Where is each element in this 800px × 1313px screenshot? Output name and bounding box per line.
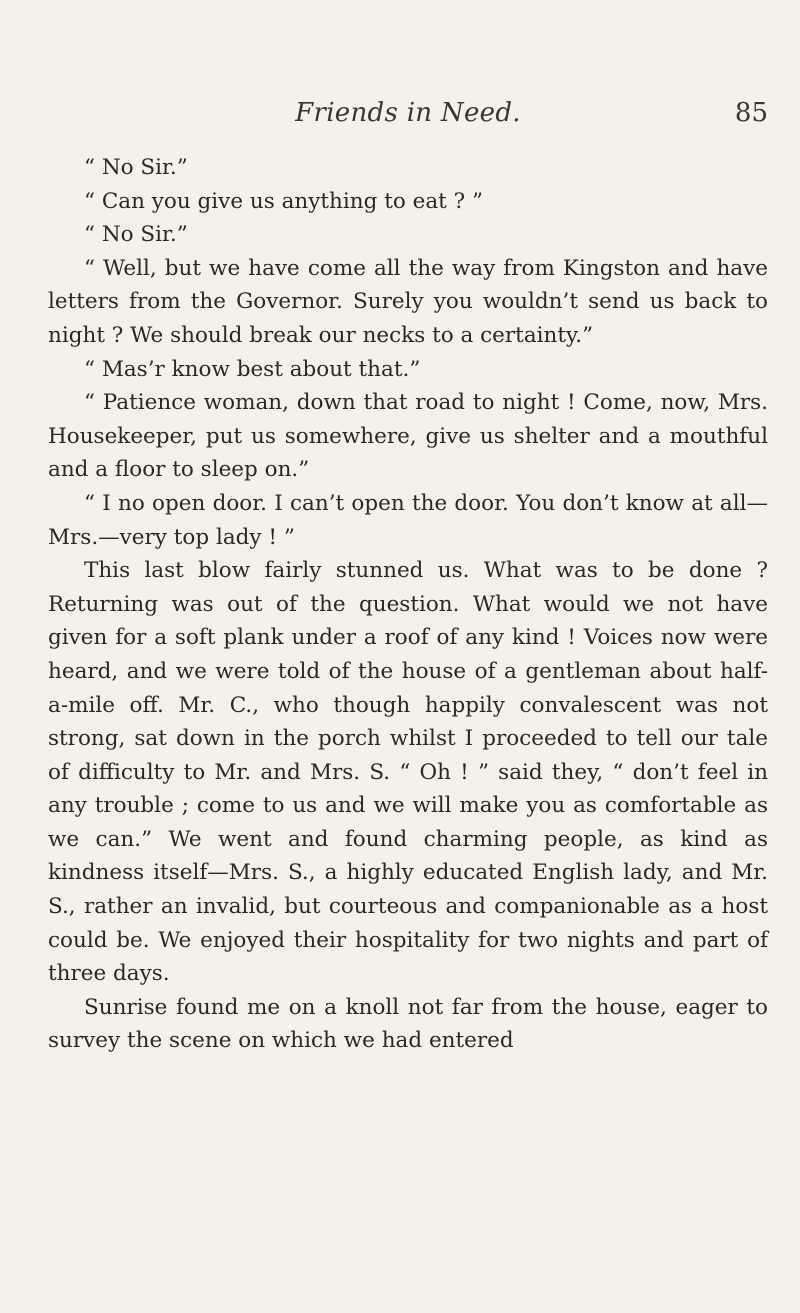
running-title: Friends in Need. <box>295 98 521 128</box>
paragraph-6: “ Patience woman, down that road to night ! Come, now, Mrs. Housekeeper, put us somewhere, give us shelter and a mouthful and a floor to sleep on.” <box>48 390 768 483</box>
paragraph-2: “ Can you give us anything to eat ? ” <box>84 188 484 214</box>
body-text <box>48 151 768 1058</box>
running-head <box>48 98 768 134</box>
paragraph-3: “ No Sir.” <box>84 222 188 248</box>
paragraph-5: “ Mas’r know best about that.” <box>84 356 421 382</box>
paragraph-7: “ I no open door. I can’t open the door. You don’t know at all—Mrs.—very top lady ! ” <box>48 490 768 550</box>
paragraph-1: “ No Sir.” <box>84 155 188 180</box>
paragraph-9: Sunrise found me on a knoll not far from the house, eager to survey the scene on which we had entered <box>48 994 768 1054</box>
page-number: 85 <box>734 98 768 128</box>
paragraph-4: “ Well, but we have come all the way from Kingston and have letters from the Governor. Surely you wouldn’t send us back to night ? We should break our necks to a certainty.” <box>48 255 768 348</box>
paragraph-8: This last blow fairly stunned us. What was to be done ? Returning was out of the question. What would we not have given for a soft plank under a roof of any kind ! Voices now were heard, and we were told of the house of a gentleman about half-a-mile off. Mr. C., who though happily convalescent was not strong, sat down in the porch whilst I proceeded to tell our tale of difficulty to Mr. and Mrs. S. “ Oh ! ” said they, “ don’t feel in any trouble ; come to us and we will make you as comfortable as we can.” We went and found charming people, as kind as kindness itself—Mrs. S., a highly educated English lady, and Mr. S., rather an invalid, but courteous and companionable as a host could be. We enjoyed their hospitality for two nights and part of three days. <box>48 558 768 987</box>
